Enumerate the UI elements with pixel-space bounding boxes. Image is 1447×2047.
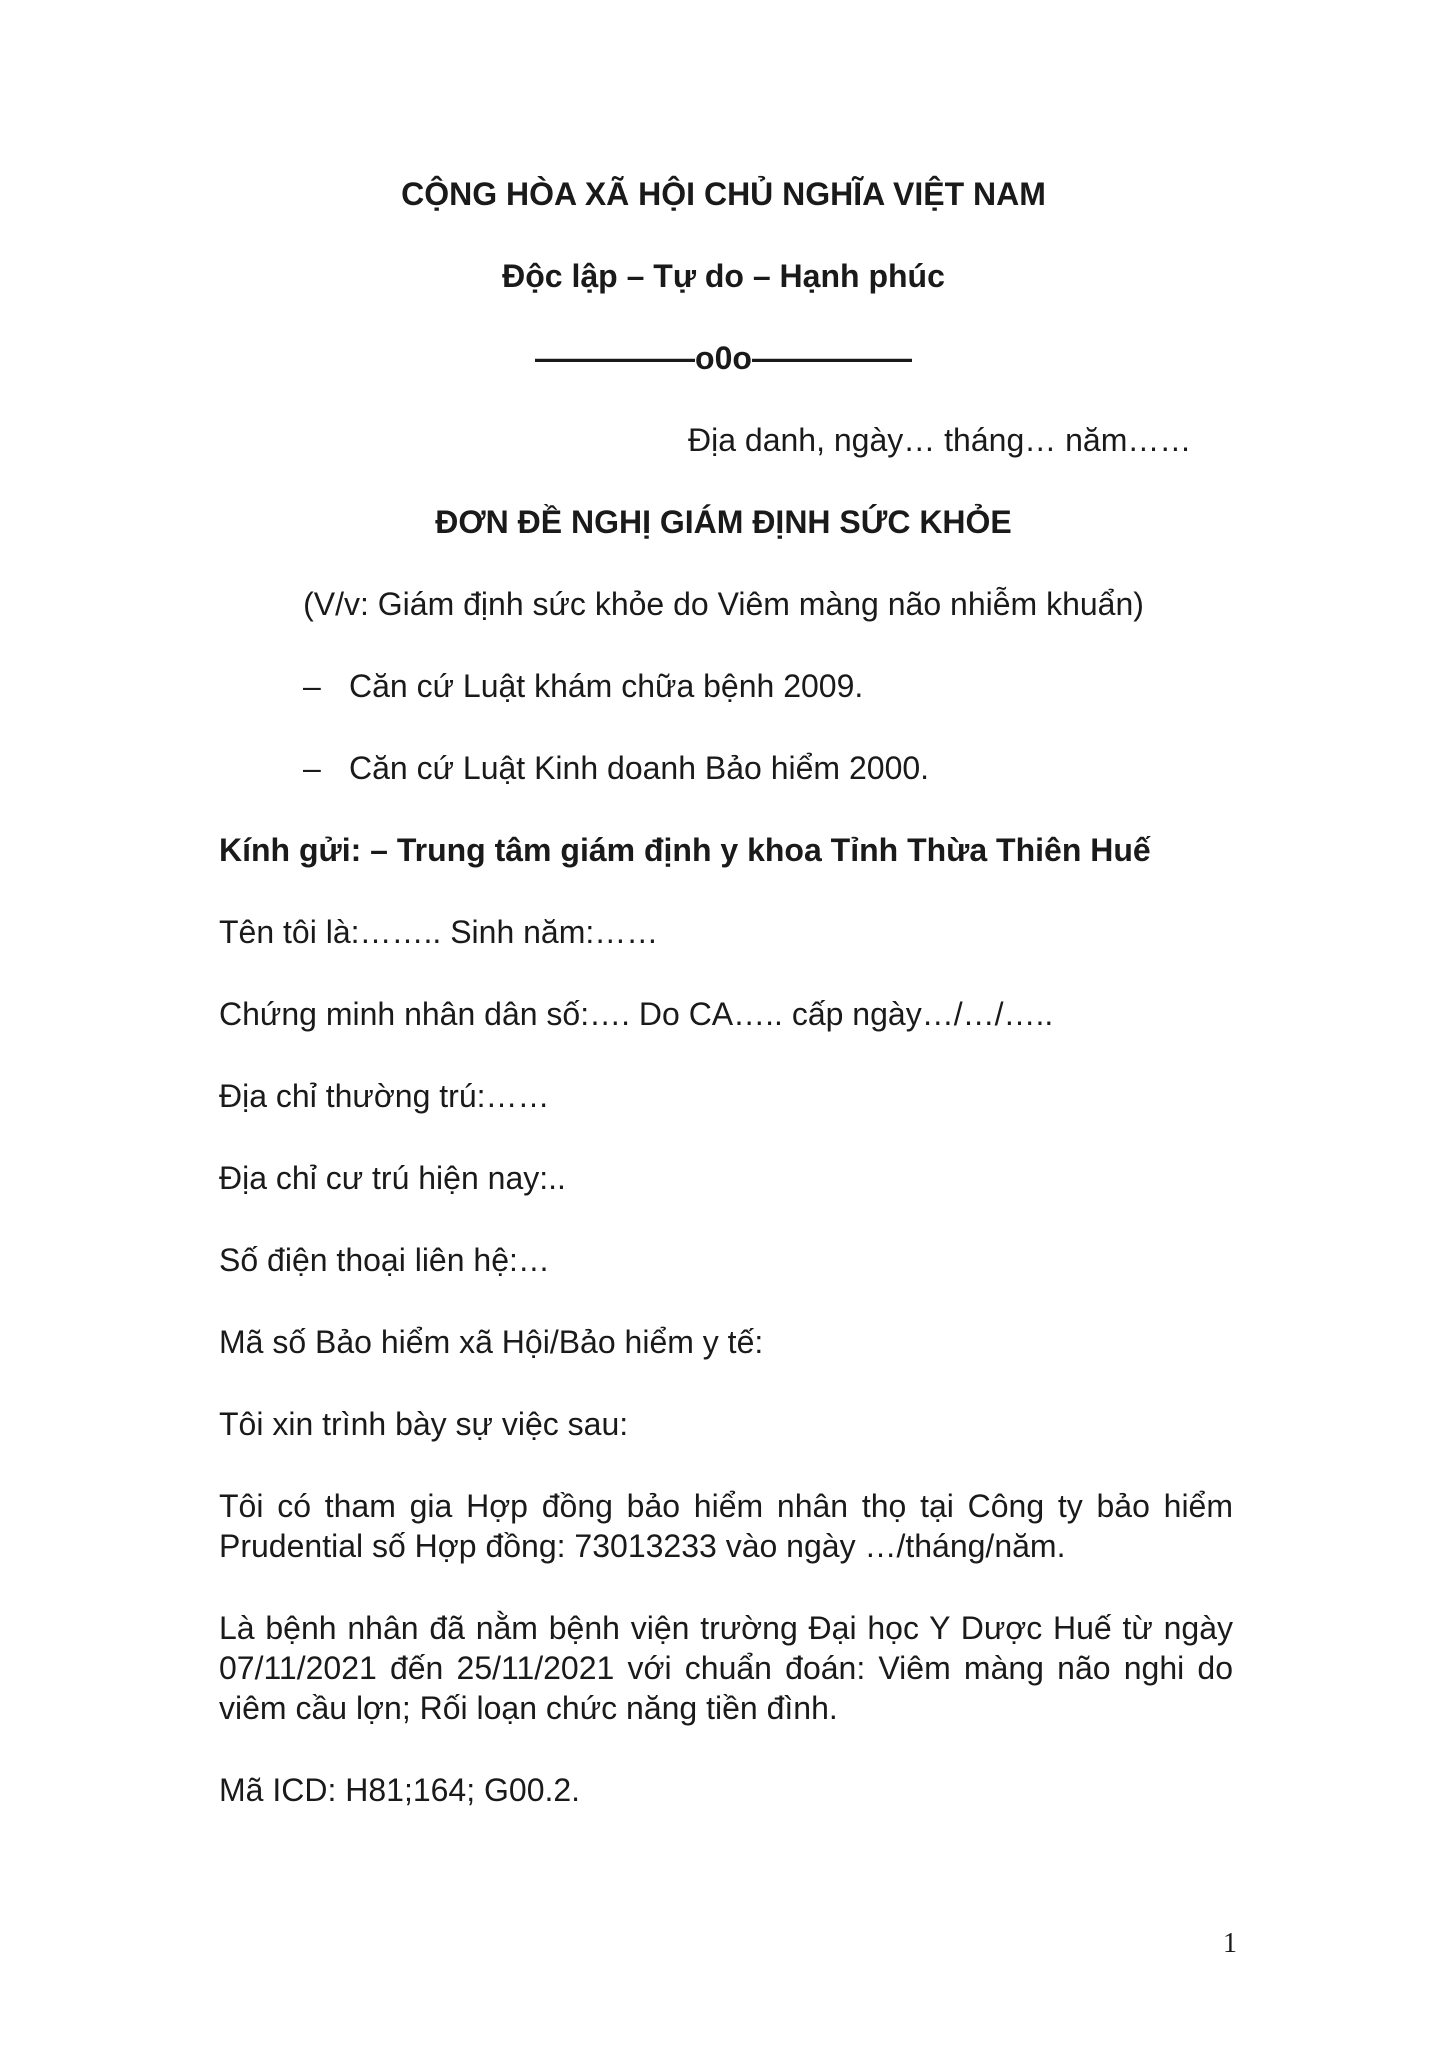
nation-heading: CỘNG HÒA XÃ HỘI CHỦ NGHĨA VIỆT NAM	[401, 176, 1046, 212]
body-intro: Tôi xin trình bày sự việc sau:	[219, 1406, 629, 1442]
body-paragraph-diagnosis: Là bệnh nhân đã nằm bệnh viện trường Đại học Y Dược Huế từ ngày 07/11/2021 đến 25/11/2021 với chuẩn đoán: Viêm màng não nghi do viêm cầu lợn; Rối loạn chức năng tiền đình.	[219, 1610, 1233, 1726]
field-insurance-code: Mã số Bảo hiểm xã Hội/Bảo hiểm y tế:	[219, 1324, 764, 1360]
icd-code: Mã ICD: H81;164; G00.2.	[219, 1772, 581, 1808]
document-subject: (V/v: Giám định sức khỏe do Viêm màng não nhiễm khuẩn)	[303, 586, 1144, 622]
field-phone: Số điện thoại liên hệ:…	[219, 1242, 550, 1278]
dash-bullet: –	[303, 750, 321, 786]
field-name: Tên tôi là:…….. Sinh năm:……	[219, 914, 659, 950]
legal-basis-text: Căn cứ Luật khám chữa bệnh 2009.	[349, 668, 864, 704]
recipient: Kính gửi: – Trung tâm giám định y khoa Tỉnh Thừa Thiên Huế	[219, 832, 1151, 868]
field-current-address: Địa chỉ cư trú hiện nay:..	[219, 1160, 566, 1196]
field-permanent-address: Địa chỉ thường trú:……	[219, 1078, 550, 1114]
place-date: Địa danh, ngày… tháng… năm……	[688, 422, 1192, 458]
legal-basis-text: Căn cứ Luật Kinh doanh Bảo hiểm 2000.	[349, 750, 930, 786]
separator: —————o0o—————	[535, 340, 912, 376]
document-title: ĐƠN ĐỀ NGHỊ GIÁM ĐỊNH SỨC KHỎE	[435, 504, 1012, 540]
body-paragraph-contract: Tôi có tham gia Hợp đồng bảo hiểm nhân thọ tại Công ty bảo hiểm Prudential số Hợp đồng: 73013233 vào ngày …/tháng/năm.	[219, 1488, 1233, 1564]
page-number: 1	[1223, 1928, 1237, 1959]
field-id-card: Chứng minh nhân dân số:…. Do CA….. cấp ngày…/…/…..	[219, 996, 1054, 1032]
motto: Độc lập – Tự do – Hạnh phúc	[502, 258, 945, 294]
dash-bullet: –	[303, 668, 321, 704]
